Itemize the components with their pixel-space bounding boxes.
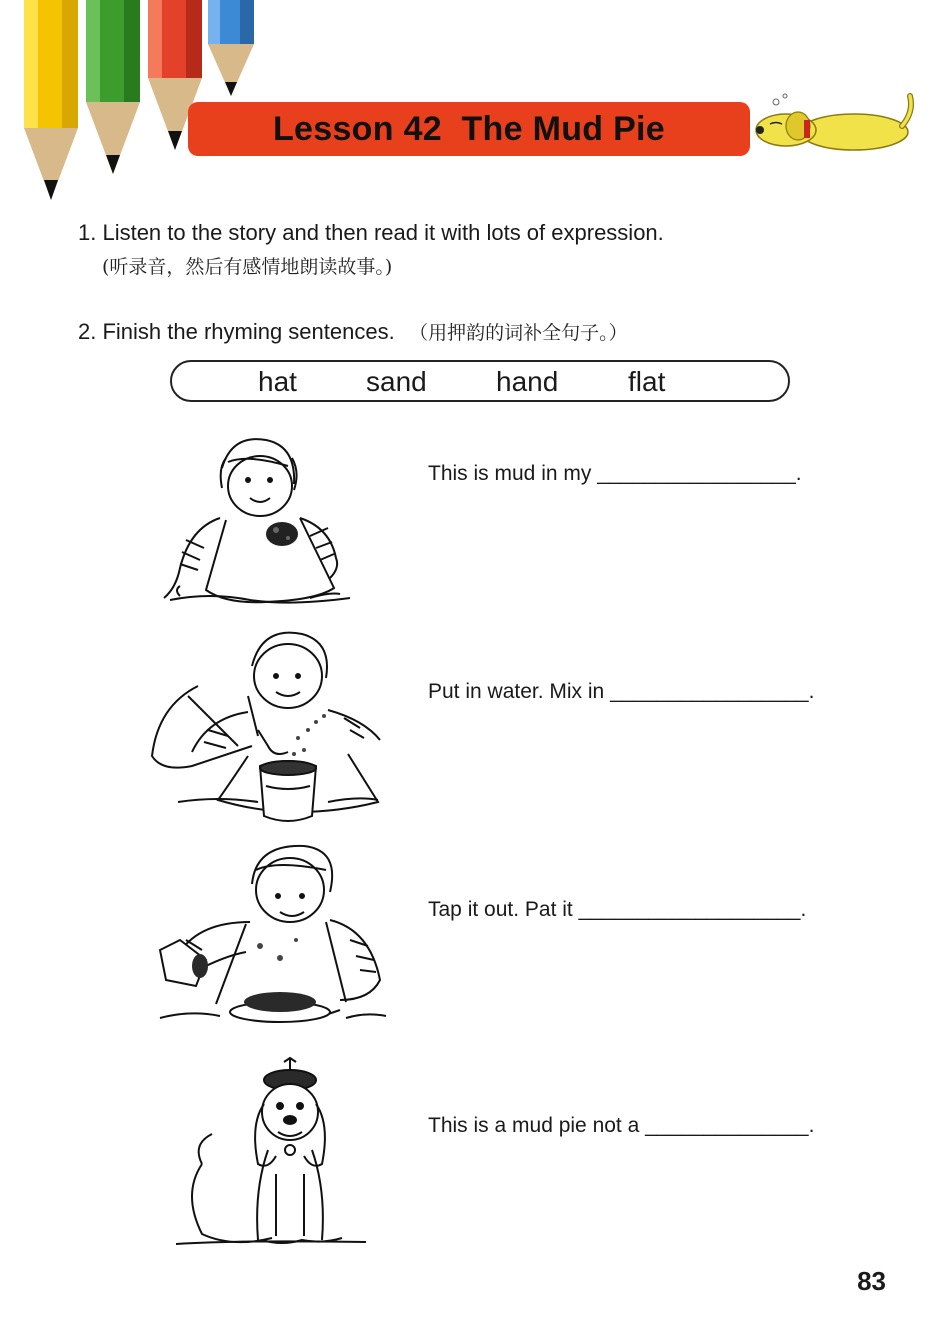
word-bank-item: sand	[366, 366, 427, 397]
page-number: 83	[857, 1266, 886, 1296]
instruction-two-translation: （用押韵的词补全句子。）	[409, 322, 628, 344]
sleeping-dog-illustration	[752, 90, 922, 160]
sentence-four: This is a mud pie not a ______________.	[428, 1114, 815, 1137]
child-watering-bucket-illustration	[148, 626, 388, 826]
child-holding-mud-illustration	[160, 428, 380, 608]
lesson-title-banner	[188, 102, 750, 156]
sentence-two: Put in water. Mix in _________________.	[428, 680, 815, 703]
instruction-one-translation: (听录音，然后有感情地朗读故事。)	[102, 256, 393, 278]
instruction-two	[78, 318, 628, 345]
dog-with-mud-pie-hat-illustration	[172, 1054, 372, 1254]
word-bank-item: hat	[258, 366, 297, 397]
lesson-title: Lesson 42 The Mud Pie	[272, 109, 666, 148]
blue-pencil	[208, 0, 254, 96]
sentence-one: This is mud in my _________________.	[428, 462, 802, 485]
instruction-one: 1. Listen to the story and then read it with lots of expression.	[78, 220, 664, 245]
word-bank-item: hand	[496, 366, 559, 397]
word-bank	[170, 360, 790, 402]
child-patting-mud-pie-illustration	[150, 840, 390, 1040]
green-pencil	[86, 0, 140, 174]
sentence-three: Tap it out. Pat it ___________________.	[428, 898, 807, 921]
word-bank-item: flat	[628, 366, 666, 397]
instruction-two-text: 2. Finish the rhyming sentences.	[78, 319, 395, 344]
yellow-pencil	[24, 0, 78, 200]
